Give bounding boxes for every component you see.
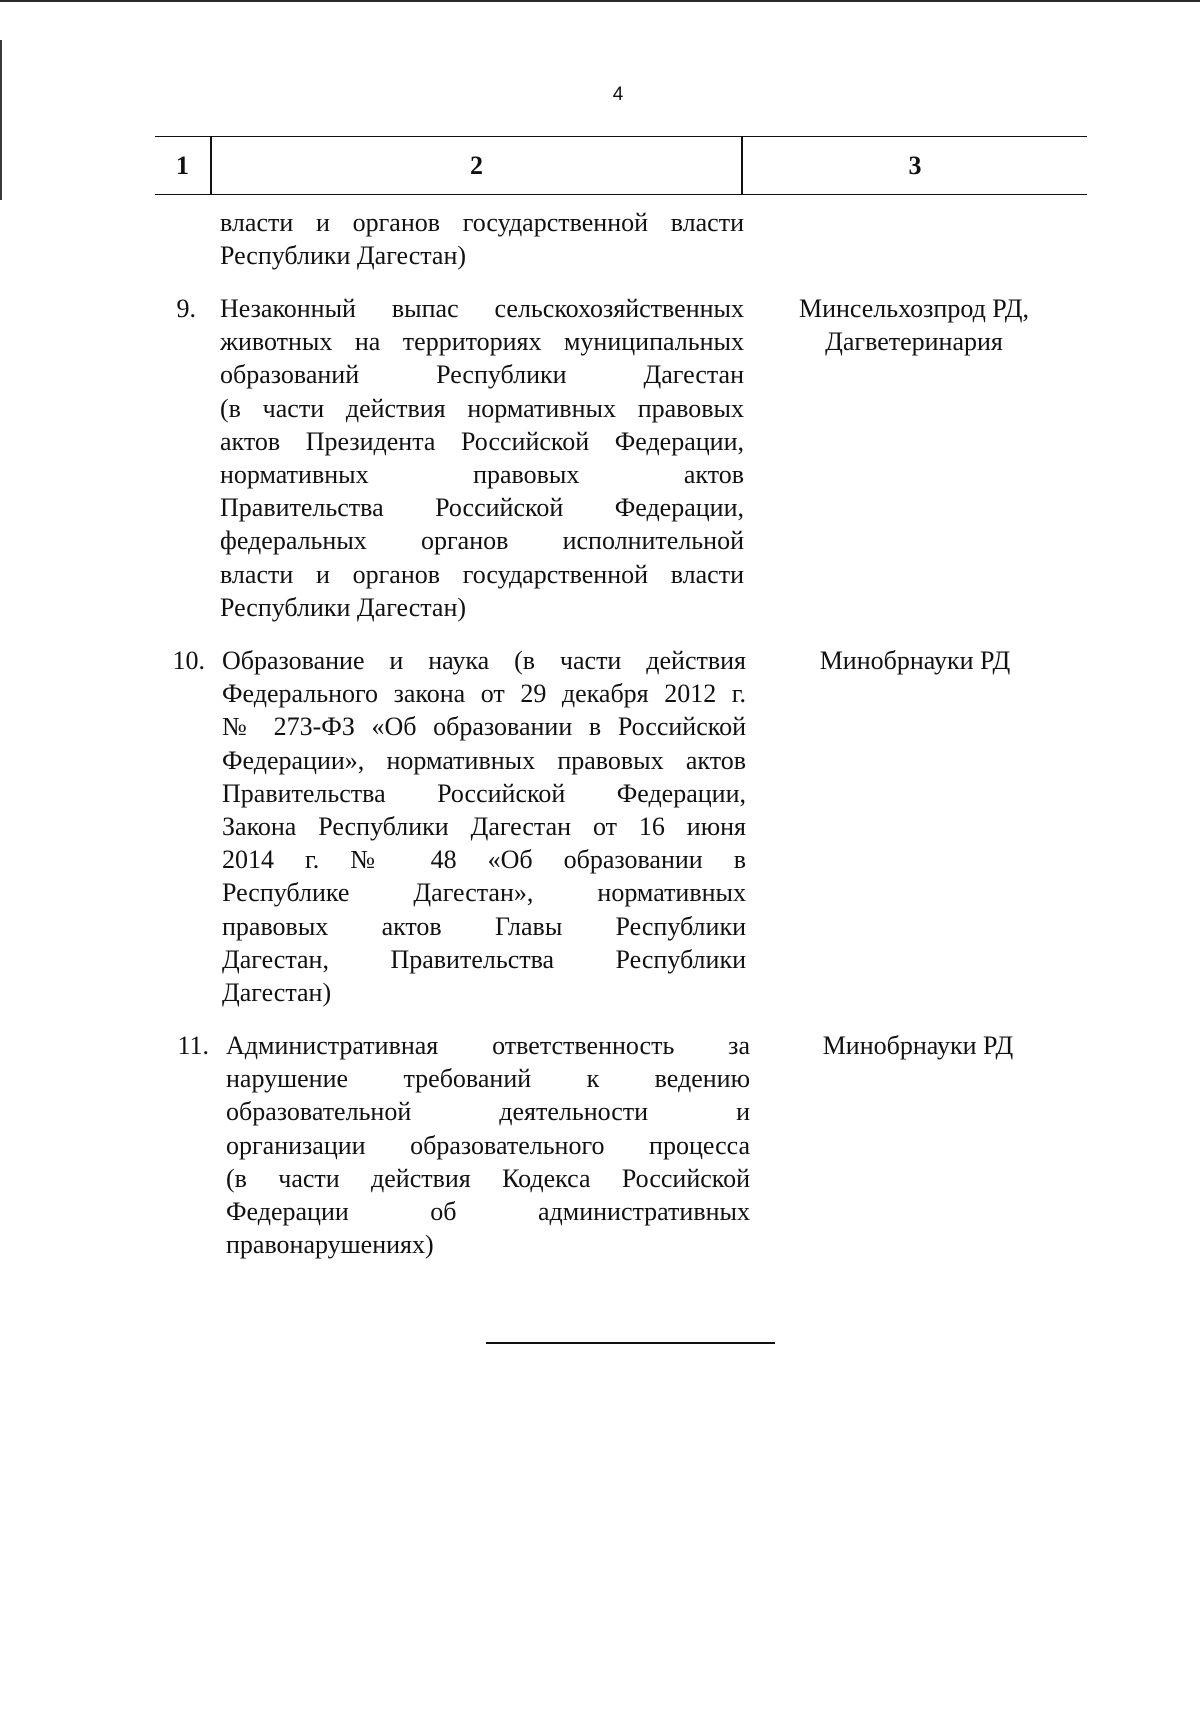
text-line: Незаконный выпас сельскохозяйственных bbox=[220, 294, 744, 323]
row-description bbox=[222, 644, 746, 1009]
text-line: Республики Дагестан) bbox=[220, 241, 467, 271]
text-line: Закона Республики Дагестан от 16 июня bbox=[222, 812, 746, 842]
text-line: Образование и наука (в части действия bbox=[222, 646, 746, 675]
text-line: Административная ответственность за bbox=[226, 1031, 750, 1060]
responsible-line: Минсельхозпрод РД, bbox=[798, 294, 1030, 323]
text-line: (в части действия нормативных правовых bbox=[220, 393, 744, 423]
text-line: Федерации», нормативных правовых актов bbox=[222, 745, 746, 775]
text-line: правонарушениях) bbox=[226, 1230, 434, 1260]
row-responsible bbox=[738, 1029, 1098, 1062]
row-responsible bbox=[735, 644, 1095, 677]
text-line: Республики Дагестан) bbox=[220, 592, 467, 622]
column-header-2: 2 bbox=[470, 151, 483, 180]
row-number: 11. bbox=[177, 1031, 209, 1060]
text-line: нарушение требований к ведению bbox=[226, 1064, 750, 1094]
text-line: организации образовательного процесса bbox=[226, 1130, 750, 1160]
responsible-line: Дагветеринария bbox=[825, 327, 1003, 357]
text-line: Правительства Российской Федерации, bbox=[220, 493, 744, 523]
text-line: 2014 г. № 48 «Об образовании в bbox=[222, 845, 746, 875]
text-line: образований Республики Дагестан bbox=[220, 360, 744, 390]
row-responsible bbox=[734, 292, 1094, 358]
end-of-document-rule bbox=[486, 1342, 775, 1344]
row-description bbox=[220, 292, 744, 624]
text-line: власти и органов государственной власти bbox=[220, 559, 744, 589]
text-line: правовых актов Главы Республики bbox=[222, 911, 746, 941]
text-line: актов Президента Российской Федерации, bbox=[220, 426, 744, 456]
row-number: 9. bbox=[176, 294, 196, 323]
text-line: власти и органов государственной власти bbox=[220, 208, 744, 237]
text-line: образовательной деятельности и bbox=[226, 1097, 750, 1127]
text-line: Федерации об административных bbox=[226, 1197, 750, 1227]
continuation-text bbox=[220, 206, 744, 272]
page-number: 4 bbox=[612, 84, 624, 105]
row-number: 10. bbox=[172, 646, 205, 675]
text-line: нормативных правовых актов bbox=[220, 460, 744, 490]
scan-left-edge bbox=[0, 40, 2, 200]
text-line: Дагестан) bbox=[222, 978, 332, 1008]
text-line: Федерального закона от 29 декабря 2012 г. bbox=[222, 679, 746, 709]
scan-top-edge bbox=[0, 0, 1200, 2]
responsible-line: Минобрнауки РД bbox=[819, 646, 1011, 675]
text-line: животных на территориях муниципальных bbox=[220, 327, 744, 357]
text-line: Республике Дагестан», нормативных bbox=[222, 878, 746, 908]
column-header-1: 1 bbox=[176, 151, 189, 180]
text-line: федеральных органов исполнительной bbox=[220, 526, 744, 556]
row-description bbox=[226, 1029, 750, 1261]
column-header-3: 3 bbox=[908, 151, 922, 180]
text-line: Дагестан, Правительства Республики bbox=[222, 944, 746, 974]
text-line: (в части действия Кодекса Российской bbox=[226, 1163, 750, 1193]
text-line: Правительства Российской Федерации, bbox=[222, 778, 746, 808]
responsible-line: Минобрнауки РД bbox=[822, 1031, 1014, 1060]
table-header-row bbox=[155, 136, 1087, 195]
text-line: № 273-ФЗ «Об образовании в Российской bbox=[222, 712, 746, 742]
